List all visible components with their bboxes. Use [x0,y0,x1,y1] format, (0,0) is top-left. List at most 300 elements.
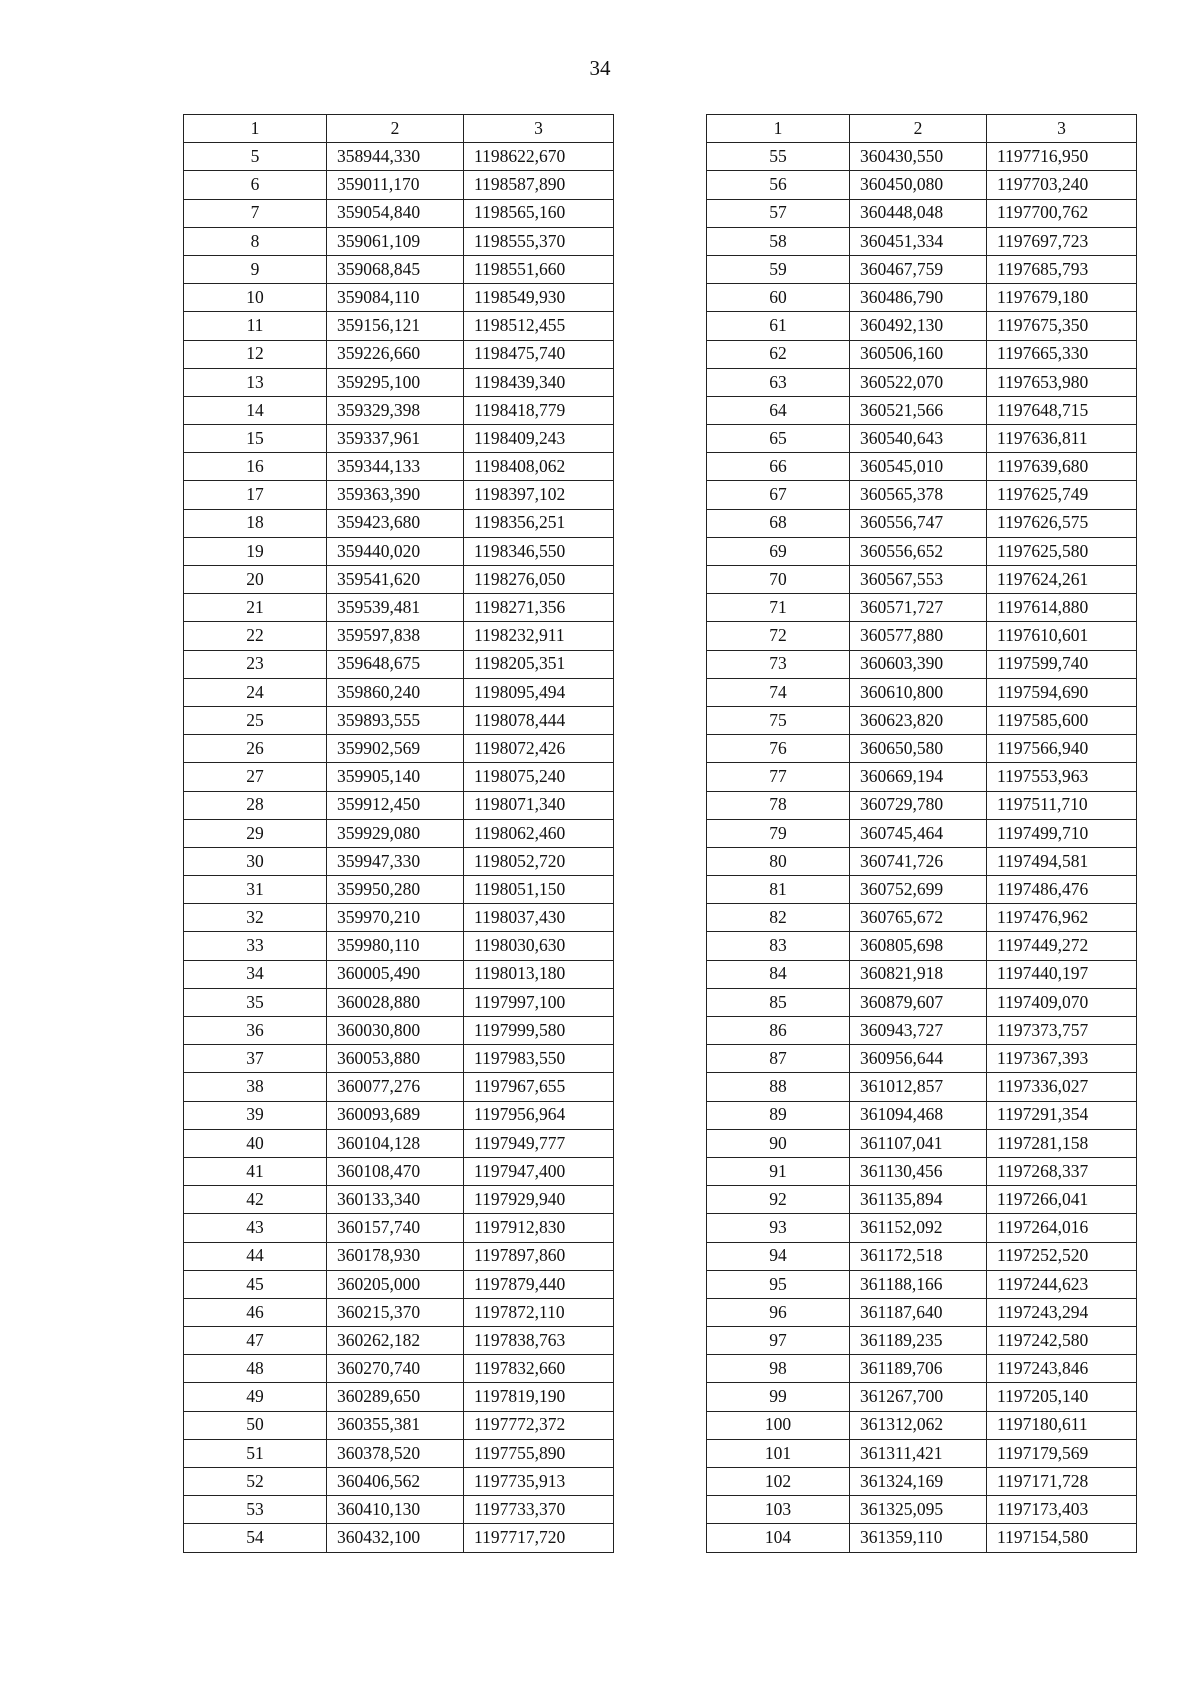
x-coordinate-cell: 360215,370 [327,1298,464,1326]
column-header: 1 [707,115,850,143]
x-coordinate-cell: 359902,569 [327,735,464,763]
point-number-cell: 93 [707,1214,850,1242]
point-number-cell: 78 [707,791,850,819]
x-coordinate-cell: 359648,675 [327,650,464,678]
table-row [707,1045,1137,1073]
point-number-cell: 13 [184,368,327,396]
table-row [707,1524,1137,1552]
point-number-cell: 20 [184,566,327,594]
table-row [184,425,614,453]
point-number-cell: 81 [707,876,850,904]
point-number-cell: 95 [707,1270,850,1298]
x-coordinate-cell: 360093,689 [327,1101,464,1129]
y-coordinate-cell: 1198095,494 [464,678,614,706]
table-row [707,1186,1137,1214]
table-row [184,1298,614,1326]
y-coordinate-cell: 1198051,150 [464,876,614,904]
point-number-cell: 8 [184,227,327,255]
table-row [184,340,614,368]
table-row [707,1355,1137,1383]
x-coordinate-cell: 359929,080 [327,819,464,847]
table-row [707,678,1137,706]
point-number-cell: 79 [707,819,850,847]
x-coordinate-cell: 360432,100 [327,1524,464,1552]
x-coordinate-cell: 360133,340 [327,1186,464,1214]
y-coordinate-cell: 1197653,980 [987,368,1137,396]
point-number-cell: 98 [707,1355,850,1383]
point-number-cell: 71 [707,594,850,622]
x-coordinate-cell: 359061,109 [327,227,464,255]
y-coordinate-cell: 1198271,356 [464,594,614,622]
point-number-cell: 92 [707,1186,850,1214]
x-coordinate-cell: 360030,800 [327,1017,464,1045]
point-number-cell: 68 [707,509,850,537]
point-number-cell: 43 [184,1214,327,1242]
x-coordinate-cell: 361189,706 [850,1355,987,1383]
y-coordinate-cell: 1197281,158 [987,1129,1137,1157]
point-number-cell: 37 [184,1045,327,1073]
point-number-cell: 35 [184,988,327,1016]
y-coordinate-cell: 1197997,100 [464,988,614,1016]
table-row [184,904,614,932]
table-row [707,284,1137,312]
point-number-cell: 62 [707,340,850,368]
y-coordinate-cell: 1198356,251 [464,509,614,537]
x-coordinate-cell: 361135,894 [850,1186,987,1214]
point-number-cell: 80 [707,847,850,875]
point-number-cell: 69 [707,537,850,565]
column-header: 1 [184,115,327,143]
point-number-cell: 15 [184,425,327,453]
point-number-cell: 87 [707,1045,850,1073]
x-coordinate-cell: 360571,727 [850,594,987,622]
x-coordinate-cell: 360467,759 [850,255,987,283]
table-row [184,1411,614,1439]
x-coordinate-cell: 359947,330 [327,847,464,875]
y-coordinate-cell: 1198475,740 [464,340,614,368]
y-coordinate-cell: 1197983,550 [464,1045,614,1073]
y-coordinate-cell: 1197566,940 [987,735,1137,763]
y-coordinate-cell: 1198346,550 [464,537,614,565]
point-number-cell: 100 [707,1411,850,1439]
table-row [707,876,1137,904]
x-coordinate-cell: 360521,566 [850,396,987,424]
x-coordinate-cell: 361152,092 [850,1214,987,1242]
point-number-cell: 47 [184,1327,327,1355]
y-coordinate-cell: 1197838,763 [464,1327,614,1355]
point-number-cell: 48 [184,1355,327,1383]
point-number-cell: 82 [707,904,850,932]
table-row [184,227,614,255]
point-number-cell: 22 [184,622,327,650]
point-number-cell: 45 [184,1270,327,1298]
y-coordinate-cell: 1197243,294 [987,1298,1137,1326]
y-coordinate-cell: 1197154,580 [987,1524,1137,1552]
x-coordinate-cell: 360448,048 [850,199,987,227]
table-row [707,1101,1137,1129]
point-number-cell: 17 [184,481,327,509]
x-coordinate-cell: 359440,020 [327,537,464,565]
x-coordinate-cell: 359226,660 [327,340,464,368]
x-coordinate-cell: 358944,330 [327,143,464,171]
table-row [707,622,1137,650]
point-number-cell: 67 [707,481,850,509]
table-row [707,847,1137,875]
table-row [707,171,1137,199]
y-coordinate-cell: 1197511,710 [987,791,1137,819]
table-row [184,650,614,678]
table-row [184,143,614,171]
point-number-cell: 63 [707,368,850,396]
point-number-cell: 101 [707,1439,850,1467]
point-number-cell: 21 [184,594,327,622]
table-row [707,1073,1137,1101]
x-coordinate-cell: 361187,640 [850,1298,987,1326]
y-coordinate-cell: 1197264,016 [987,1214,1137,1242]
table-row [184,1101,614,1129]
point-number-cell: 86 [707,1017,850,1045]
y-coordinate-cell: 1198062,460 [464,819,614,847]
point-number-cell: 28 [184,791,327,819]
point-number-cell: 65 [707,425,850,453]
y-coordinate-cell: 1197173,403 [987,1496,1137,1524]
table-row [707,143,1137,171]
column-header: 2 [327,115,464,143]
table-row [707,1017,1137,1045]
point-number-cell: 40 [184,1129,327,1157]
x-coordinate-cell: 360540,643 [850,425,987,453]
x-coordinate-cell: 359344,133 [327,453,464,481]
y-coordinate-cell: 1197553,963 [987,763,1137,791]
x-coordinate-cell: 360879,607 [850,988,987,1016]
point-number-cell: 52 [184,1468,327,1496]
x-coordinate-cell: 360943,727 [850,1017,987,1045]
y-coordinate-cell: 1197772,372 [464,1411,614,1439]
table-row [184,566,614,594]
y-coordinate-cell: 1197205,140 [987,1383,1137,1411]
y-coordinate-cell: 1198205,351 [464,650,614,678]
table-row [707,1242,1137,1270]
table-row [184,1496,614,1524]
x-coordinate-cell: 359950,280 [327,876,464,904]
point-number-cell: 73 [707,650,850,678]
point-number-cell: 29 [184,819,327,847]
x-coordinate-cell: 360506,160 [850,340,987,368]
point-number-cell: 85 [707,988,850,1016]
point-number-cell: 60 [707,284,850,312]
coordinates-table-right [706,114,1137,1553]
y-coordinate-cell: 1198075,240 [464,763,614,791]
x-coordinate-cell: 360270,740 [327,1355,464,1383]
y-coordinate-cell: 1197409,070 [987,988,1137,1016]
table-row [707,594,1137,622]
y-coordinate-cell: 1197449,272 [987,932,1137,960]
point-number-cell: 76 [707,735,850,763]
y-coordinate-cell: 1197999,580 [464,1017,614,1045]
x-coordinate-cell: 360205,000 [327,1270,464,1298]
x-coordinate-cell: 360378,520 [327,1439,464,1467]
table-row [184,1157,614,1185]
y-coordinate-cell: 1198565,160 [464,199,614,227]
x-coordinate-cell: 361012,857 [850,1073,987,1101]
x-coordinate-cell: 360565,378 [850,481,987,509]
point-number-cell: 44 [184,1242,327,1270]
y-coordinate-cell: 1197733,370 [464,1496,614,1524]
point-number-cell: 32 [184,904,327,932]
table-row [707,1129,1137,1157]
table-row [707,763,1137,791]
y-coordinate-cell: 1197697,723 [987,227,1137,255]
x-coordinate-cell: 360577,880 [850,622,987,650]
y-coordinate-cell: 1197614,880 [987,594,1137,622]
y-coordinate-cell: 1198587,890 [464,171,614,199]
table-row [707,1411,1137,1439]
point-number-cell: 54 [184,1524,327,1552]
point-number-cell: 58 [707,227,850,255]
point-number-cell: 94 [707,1242,850,1270]
point-number-cell: 19 [184,537,327,565]
point-number-cell: 55 [707,143,850,171]
point-number-cell: 26 [184,735,327,763]
table-row [707,425,1137,453]
y-coordinate-cell: 1197636,811 [987,425,1137,453]
y-coordinate-cell: 1197735,913 [464,1468,614,1496]
table-row [707,932,1137,960]
y-coordinate-cell: 1197624,261 [987,566,1137,594]
table-row [184,1270,614,1298]
table-row [707,509,1137,537]
y-coordinate-cell: 1197625,749 [987,481,1137,509]
x-coordinate-cell: 360650,580 [850,735,987,763]
table-row [184,960,614,988]
x-coordinate-cell: 360104,128 [327,1129,464,1157]
point-number-cell: 5 [184,143,327,171]
table-row [184,1073,614,1101]
y-coordinate-cell: 1198072,426 [464,735,614,763]
y-coordinate-cell: 1198071,340 [464,791,614,819]
x-coordinate-cell: 359084,110 [327,284,464,312]
y-coordinate-cell: 1197956,964 [464,1101,614,1129]
point-number-cell: 49 [184,1383,327,1411]
x-coordinate-cell: 359363,390 [327,481,464,509]
point-number-cell: 6 [184,171,327,199]
y-coordinate-cell: 1197179,569 [987,1439,1137,1467]
x-coordinate-cell: 360178,930 [327,1242,464,1270]
x-coordinate-cell: 361267,700 [850,1383,987,1411]
column-header: 2 [850,115,987,143]
y-coordinate-cell: 1197476,962 [987,904,1137,932]
point-number-cell: 61 [707,312,850,340]
point-number-cell: 89 [707,1101,850,1129]
table-row [184,988,614,1016]
y-coordinate-cell: 1198037,430 [464,904,614,932]
table-row [707,1298,1137,1326]
table-row [707,312,1137,340]
x-coordinate-cell: 359597,838 [327,622,464,650]
x-coordinate-cell: 359156,121 [327,312,464,340]
y-coordinate-cell: 1197242,580 [987,1327,1137,1355]
table-row [184,1129,614,1157]
point-number-cell: 25 [184,706,327,734]
y-coordinate-cell: 1197679,180 [987,284,1137,312]
y-coordinate-cell: 1197929,940 [464,1186,614,1214]
y-coordinate-cell: 1197585,600 [987,706,1137,734]
y-coordinate-cell: 1197665,330 [987,340,1137,368]
y-coordinate-cell: 1197486,476 [987,876,1137,904]
y-coordinate-cell: 1197832,660 [464,1355,614,1383]
point-number-cell: 84 [707,960,850,988]
x-coordinate-cell: 360450,080 [850,171,987,199]
x-coordinate-cell: 360492,130 [850,312,987,340]
x-coordinate-cell: 360451,334 [850,227,987,255]
x-coordinate-cell: 359912,450 [327,791,464,819]
y-coordinate-cell: 1197626,575 [987,509,1137,537]
table-row [707,960,1137,988]
y-coordinate-cell: 1197755,890 [464,1439,614,1467]
point-number-cell: 91 [707,1157,850,1185]
point-number-cell: 9 [184,255,327,283]
table-row [184,847,614,875]
table-row [184,1045,614,1073]
x-coordinate-cell: 360805,698 [850,932,987,960]
point-number-cell: 97 [707,1327,850,1355]
y-coordinate-cell: 1197268,337 [987,1157,1137,1185]
point-number-cell: 90 [707,1129,850,1157]
point-number-cell: 42 [184,1186,327,1214]
table-row [184,396,614,424]
point-number-cell: 7 [184,199,327,227]
x-coordinate-cell: 360355,381 [327,1411,464,1439]
table-row [184,1383,614,1411]
table-row [707,706,1137,734]
y-coordinate-cell: 1198078,444 [464,706,614,734]
point-number-cell: 66 [707,453,850,481]
x-coordinate-cell: 360430,550 [850,143,987,171]
y-coordinate-cell: 1197171,728 [987,1468,1137,1496]
x-coordinate-cell: 359893,555 [327,706,464,734]
table-row [184,594,614,622]
y-coordinate-cell: 1197872,110 [464,1298,614,1326]
table-row [184,706,614,734]
table-row [707,255,1137,283]
y-coordinate-cell: 1197499,710 [987,819,1137,847]
x-coordinate-cell: 360486,790 [850,284,987,312]
point-number-cell: 51 [184,1439,327,1467]
point-number-cell: 24 [184,678,327,706]
point-number-cell: 14 [184,396,327,424]
y-coordinate-cell: 1197599,740 [987,650,1137,678]
y-coordinate-cell: 1197912,830 [464,1214,614,1242]
table-row [184,791,614,819]
x-coordinate-cell: 359905,140 [327,763,464,791]
point-number-cell: 75 [707,706,850,734]
y-coordinate-cell: 1198232,911 [464,622,614,650]
point-number-cell: 103 [707,1496,850,1524]
point-number-cell: 38 [184,1073,327,1101]
x-coordinate-cell: 360556,747 [850,509,987,537]
x-coordinate-cell: 360556,652 [850,537,987,565]
coordinates-table-left [183,114,614,1553]
x-coordinate-cell: 360262,182 [327,1327,464,1355]
y-coordinate-cell: 1197967,655 [464,1073,614,1101]
table-row [707,368,1137,396]
y-coordinate-cell: 1197610,601 [987,622,1137,650]
x-coordinate-cell: 359860,240 [327,678,464,706]
point-number-cell: 12 [184,340,327,368]
table-row [184,368,614,396]
y-coordinate-cell: 1197879,440 [464,1270,614,1298]
table-row [184,255,614,283]
x-coordinate-cell: 359295,100 [327,368,464,396]
point-number-cell: 104 [707,1524,850,1552]
x-coordinate-cell: 359011,170 [327,171,464,199]
y-coordinate-cell: 1197243,846 [987,1355,1137,1383]
x-coordinate-cell: 361325,095 [850,1496,987,1524]
table-row [184,453,614,481]
table-row [184,622,614,650]
y-coordinate-cell: 1197716,950 [987,143,1137,171]
table-row [707,988,1137,1016]
y-coordinate-cell: 1197494,581 [987,847,1137,875]
y-coordinate-cell: 1198551,660 [464,255,614,283]
x-coordinate-cell: 360745,464 [850,819,987,847]
y-coordinate-cell: 1198418,779 [464,396,614,424]
x-coordinate-cell: 359068,845 [327,255,464,283]
table-row [184,1439,614,1467]
y-coordinate-cell: 1197252,520 [987,1242,1137,1270]
x-coordinate-cell: 361359,110 [850,1524,987,1552]
y-coordinate-cell: 1197947,400 [464,1157,614,1185]
x-coordinate-cell: 360522,070 [850,368,987,396]
y-coordinate-cell: 1197373,757 [987,1017,1137,1045]
x-coordinate-cell: 361107,041 [850,1129,987,1157]
x-coordinate-cell: 361311,421 [850,1439,987,1467]
column-header: 3 [987,115,1137,143]
point-number-cell: 88 [707,1073,850,1101]
point-number-cell: 41 [184,1157,327,1185]
x-coordinate-cell: 361094,468 [850,1101,987,1129]
y-coordinate-cell: 1197266,041 [987,1186,1137,1214]
point-number-cell: 64 [707,396,850,424]
y-coordinate-cell: 1197180,611 [987,1411,1137,1439]
table-row [184,932,614,960]
table-row [184,678,614,706]
y-coordinate-cell: 1198276,050 [464,566,614,594]
x-coordinate-cell: 359423,680 [327,509,464,537]
point-number-cell: 39 [184,1101,327,1129]
point-number-cell: 31 [184,876,327,904]
table-row [707,481,1137,509]
x-coordinate-cell: 360028,880 [327,988,464,1016]
column-header: 3 [464,115,614,143]
y-coordinate-cell: 1198409,243 [464,425,614,453]
table-row [707,735,1137,763]
y-coordinate-cell: 1198555,370 [464,227,614,255]
point-number-cell: 83 [707,932,850,960]
table-row [707,650,1137,678]
point-number-cell: 46 [184,1298,327,1326]
table-row [707,1214,1137,1242]
y-coordinate-cell: 1197717,720 [464,1524,614,1552]
x-coordinate-cell: 359541,620 [327,566,464,594]
y-coordinate-cell: 1197440,197 [987,960,1137,988]
x-coordinate-cell: 360406,562 [327,1468,464,1496]
x-coordinate-cell: 360752,699 [850,876,987,904]
y-coordinate-cell: 1197291,354 [987,1101,1137,1129]
y-coordinate-cell: 1198397,102 [464,481,614,509]
point-number-cell: 30 [184,847,327,875]
table-row [707,537,1137,565]
